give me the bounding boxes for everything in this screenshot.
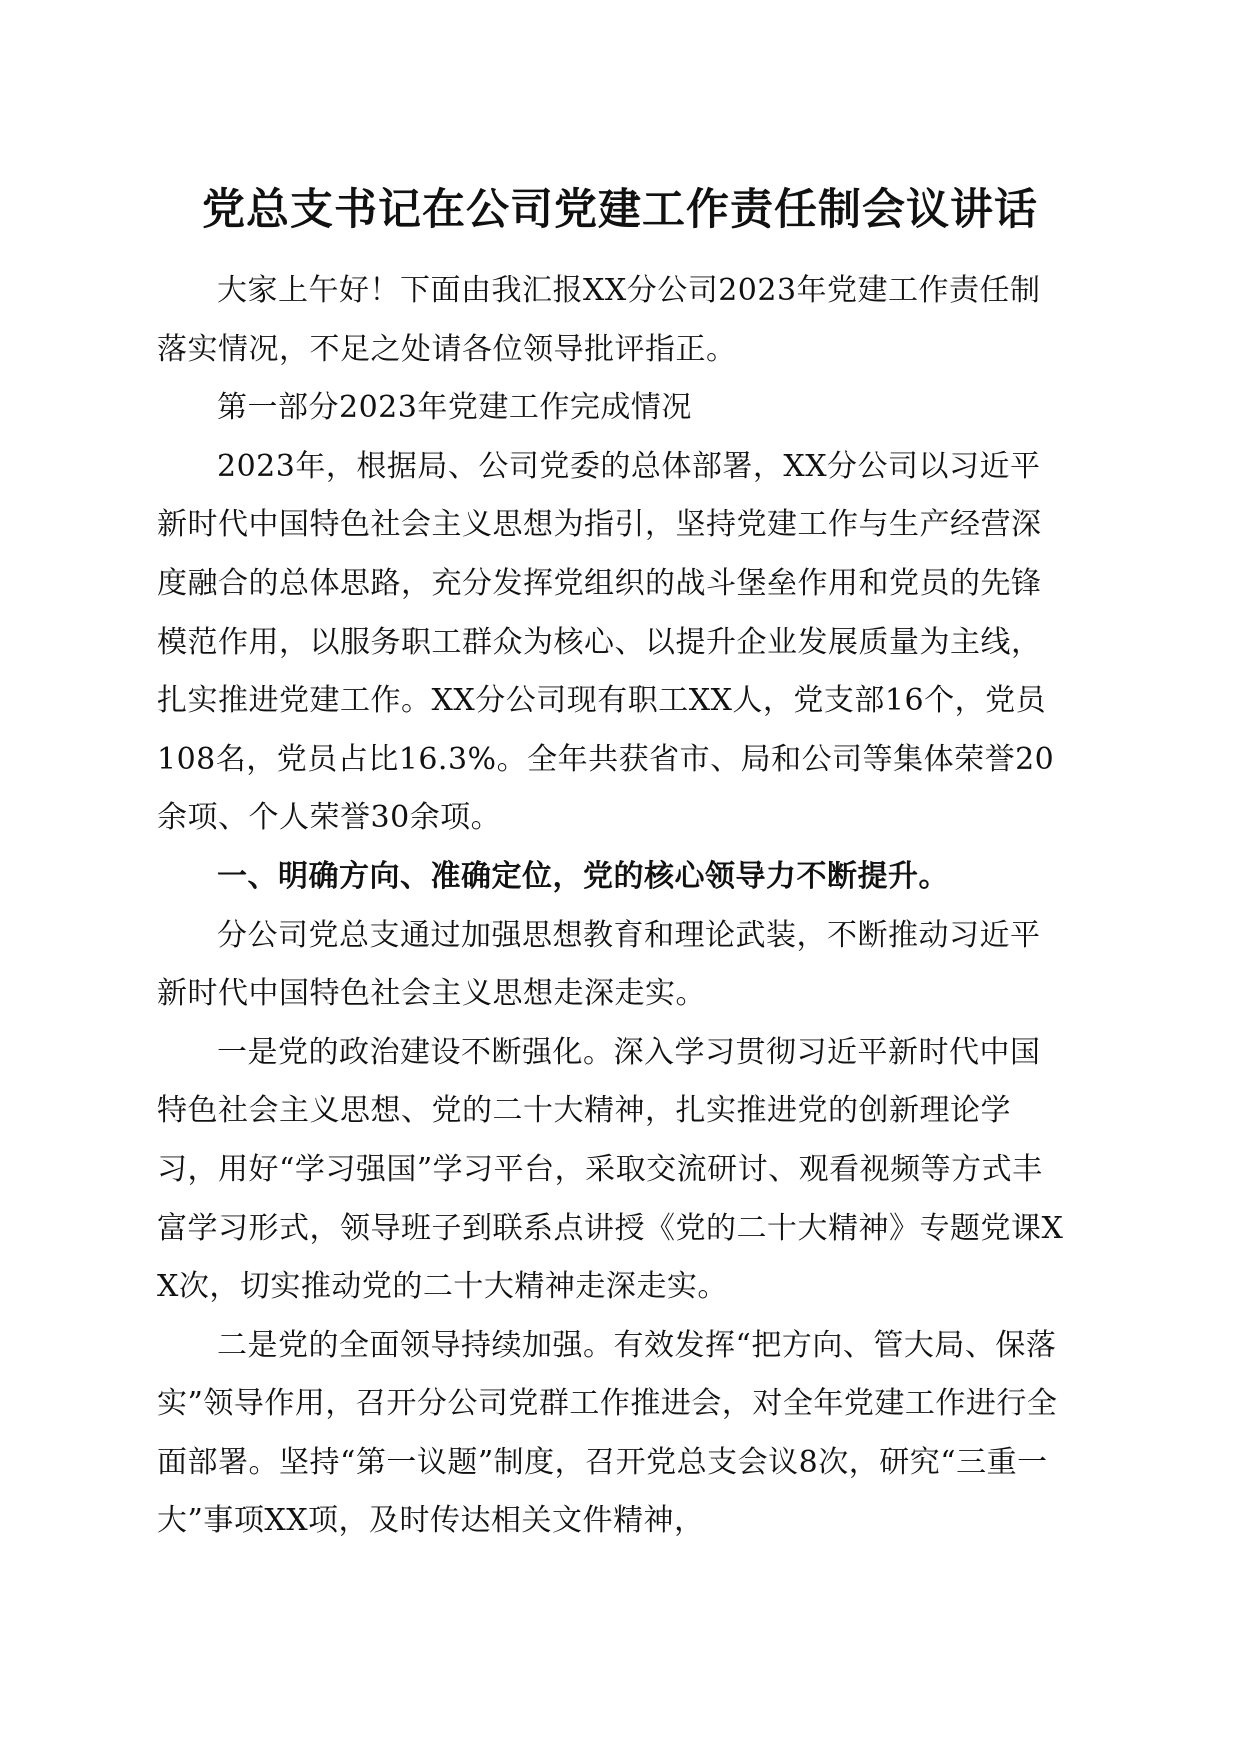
paragraph-theory: 分公司党总支通过加强思想教育和理论武装，不断推动习近平新时代中国特色社会主义思想走深走实。	[157, 917, 1041, 1012]
document-body	[157, 262, 1065, 1551]
paragraph-overview: 2023年，根据局、公司党委的总体部署，XX分公司以习近平新时代中国特色社会主义思想为指引，坚持党建工作与生产经营深度融合的总体思路，充分发挥党组织的战斗堡垒作用和党员的先锋模范作用，以服务职工群众为核心、以提升企业发展质量为主线，扎实推进党建工作。XX分公司现有职工XX人，党支部16个，党员108名，党员占比16.3%。全年共获省市、局和公司等集体荣誉20余项、个人荣誉30余项。	[157, 448, 1055, 836]
paragraph-heading-one: 一、明确方向、准确定位，党的核心领导力不断提升。	[217, 858, 949, 894]
paragraph-leadership: 二是党的全面领导持续加强。有效发挥“把方向、管大局、保落实”领导作用，召开分公司党群工作推进会，对全年党建工作进行全面部署。坚持“第一议题”制度，召开党总支会议8次，研究“三重一大”事项XX项，及时传达相关文件精神，	[157, 1327, 1058, 1539]
paragraph-political-building: 一是党的政治建设不断强化。深入学习贯彻习近平新时代中国特色社会主义思想、党的二十大精神，扎实推进党的创新理论学习，用好“学习强国”学习平台，采取交流研讨、观看视频等方式丰富学习形式，领导班子到联系点讲授《党的二十大精神》专题党课XX次，切实推动党的二十大精神走深走实。	[157, 1034, 1064, 1305]
document-title: 党总支书记在公司党建工作责任制会议讲话	[202, 185, 1038, 235]
paragraph-section-heading: 第一部分2023年党建工作完成情况	[217, 390, 692, 426]
paragraph-opening: 大家上午好！下面由我汇报XX分公司2023年党建工作责任制落实情况，不足之处请各位领导批评指正。	[157, 273, 1041, 367]
